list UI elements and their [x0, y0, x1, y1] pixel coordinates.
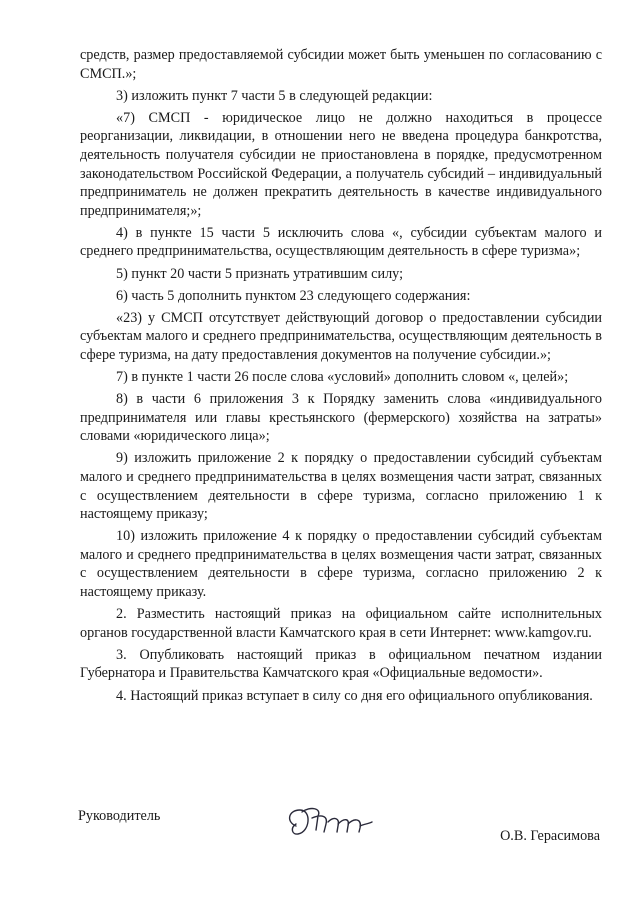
paragraph-clause-3: 3. Опубликовать настоящий приказ в официальном печатном издании Губернатора и Правительства Камчатского края «Официальные ведомости».	[80, 646, 602, 682]
paragraph-item-10: 10) изложить приложение 4 к порядку о предоставлении субсидий субъектам малого и среднего предпринимательства в целях возмещения части затрат, связанных с осуществлением деятельности в сфере туризма, согласно приложению 2 к настоящему приказу.	[80, 528, 602, 601]
document-body	[80, 46, 602, 709]
paragraph-item-3: 3) изложить пункт 7 части 5 в следующей редакции:	[116, 87, 433, 104]
paragraph-quote-7: «7) СМСП - юридическое лицо не должно находиться в процессе реорганизации, ликвидации, в отношении него не введена процедура банкротства, деятельность получателя субсидии не приостановлена в порядке, предусмотренном законодательством Российской Федерации, а получатель субсидий – индивидуальный предприниматель не должен прекратить деятельность в качестве индивидуального предпринимателя;»;	[80, 109, 602, 219]
paragraph-item-6: 6) часть 5 дополнить пунктом 23 следующего содержания:	[116, 287, 471, 304]
signatory-name: О.В. Герасимова	[500, 828, 600, 844]
paragraph-item-5: 5) пункт 20 части 5 признать утратившим силу;	[116, 265, 404, 282]
paragraph-item-8: 8) в части 6 приложения 3 к Порядку заменить слова «индивидуального предпринимателя или главы крестьянского (фермерского) хозяйства на затраты» словами «юридического лица»;	[80, 391, 602, 445]
handwritten-signature	[282, 802, 374, 842]
paragraph-quote-23: «23) у СМСП отсутствует действующий договор о предоставлении субсидии субъектам малого и среднего предпринимательства, осуществляющим деятельность в сфере туризма, на дату предоставления документов на получение субсидии.»;	[80, 309, 602, 363]
paragraph-clause-2: 2. Разместить настоящий приказ на официальном сайте исполнительных органов государственной власти Камчатского края в сети Интернет: www.kamgov.ru.	[80, 606, 602, 641]
paragraph-continuation: средств, размер предоставляемой субсидии может быть уменьшен по согласованию с СМСП.»;	[80, 47, 602, 82]
signatory-title: Руководитель	[78, 808, 161, 824]
paragraph-item-7: 7) в пункте 1 части 26 после слова «условий» дополнить словом «, целей»;	[116, 369, 569, 385]
paragraph-item-9: 9) изложить приложение 2 к порядку о предоставлении субсидий субъектам малого и среднего предпринимательства в целях возмещения части затрат, связанных с осуществлением деятельности в сфере туризма, согласно приложению 1 к настоящему приказу;	[80, 450, 602, 523]
paragraph-item-4: 4) в пункте 15 части 5 исключить слова «, субсидии субъектам малого и среднего предпринимательства, осуществляющим деятельность в сфере туризма»;	[80, 224, 602, 260]
signature-block	[78, 808, 600, 868]
paragraph-clause-4: 4. Настоящий приказ вступает в силу со дня его официального опубликования.	[116, 687, 593, 704]
